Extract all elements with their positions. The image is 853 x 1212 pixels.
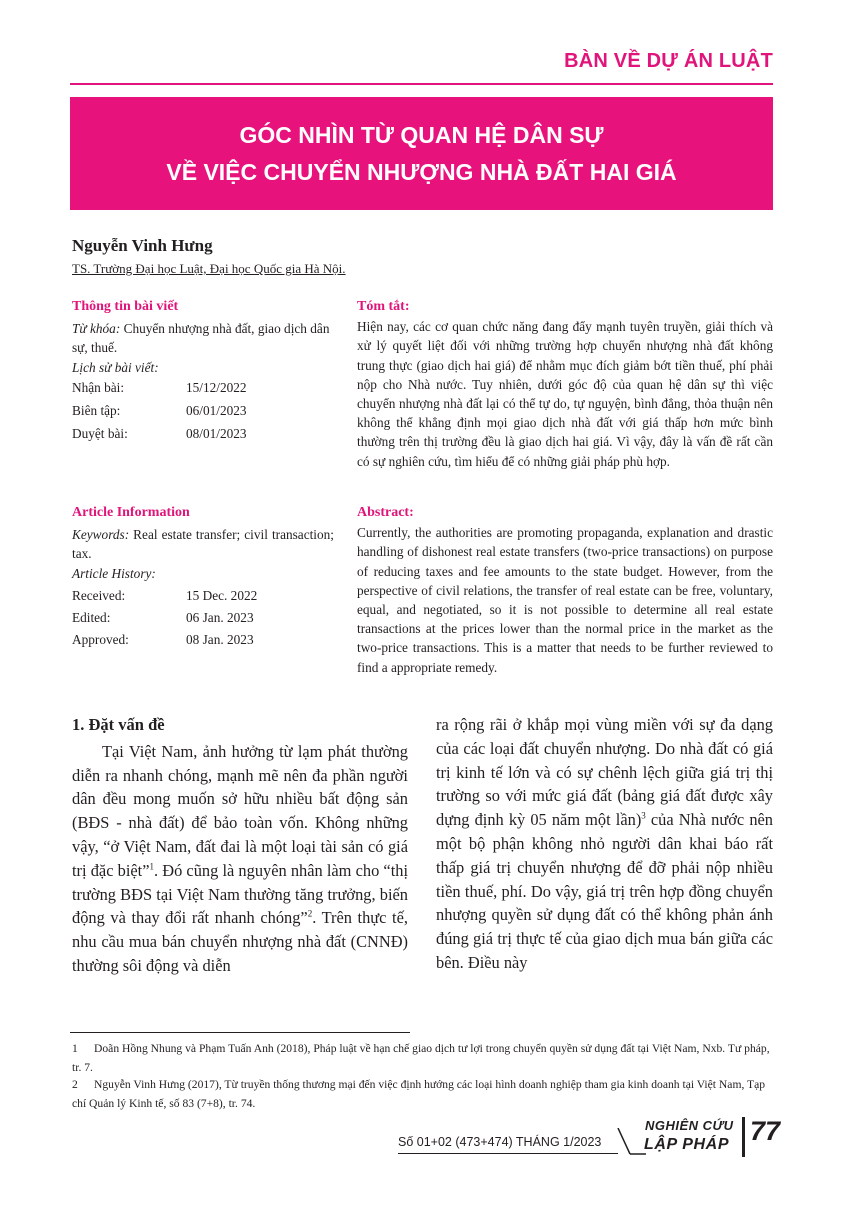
footer-rule xyxy=(398,1153,618,1154)
approved-en-row xyxy=(72,630,334,649)
body-text-2: . Đó cũng là nguyên nhân làm cho “thị trường BĐS tại Việt Nam thường tăng trưởng, biến động và thay đổi rất nhanh chóng” xyxy=(72,860,408,928)
page-number: 77 xyxy=(750,1116,781,1146)
edited-vi-label: Biên tập: xyxy=(72,403,121,419)
title-line-1: GÓC NHÌN TỪ QUAN HỆ DÂN SỰ xyxy=(239,121,604,148)
article-info-vi xyxy=(72,297,342,443)
footnote-ref-3: 3 xyxy=(641,810,646,821)
received-vi-label: Nhận bài: xyxy=(72,379,125,395)
body-text-4: ra rộng rãi ở khắp mọi vùng miền với sự đa dạng của các loại đất chuyển nhượng. Do nhà đất có giá trị kinh tế lớn và có sự chênh lệch giữa giá trị thị trường so với mức giá đất (bảng giá đất được xây dựng định kỳ 05 năm một lần) xyxy=(436,715,773,830)
abstract-vi-text: Hiện nay, các cơ quan chức năng đang đẩy mạnh tuyên truyền, giải thích và xử lý quyết liệt đối với những trường hợp chuyển nhượng nhà đất không trung thực (giao dịch hai giá) để nhằm mục đích giảm bớt tiền thuế, phí phải nộp cho Nhà nước. Tuy nhiên, dưới góc độ của quan hệ dân sự thì việc chuyển nhượng nhà đất lại có thể tự do, tự nguyện, bình đẳng, thỏa thuận nên không thể khẳng định mọi giao dịch nhà đất với giá thấp hơn mức bình thường trên thị trường đều là giao dịch hai giá. Vì vậy, đây là vấn đề rất cần có sự nghiên cứu, tìm hiểu để có những giải pháp phù hợp. xyxy=(357,319,773,469)
received-vi-row xyxy=(72,378,342,397)
section-label: BÀN VỀ DỰ ÁN LUẬT xyxy=(564,50,773,72)
approved-vi-row xyxy=(72,424,342,443)
abstract-en xyxy=(357,503,773,677)
footnote-2 xyxy=(72,1075,775,1113)
edited-en-value: 06 Jan. 2023 xyxy=(186,610,254,626)
issue-label: Số 01+02 (473+474) THÁNG 1/2023 xyxy=(398,1135,602,1149)
keywords-vi-text: Chuyển nhượng nhà đất, giao dịch dân sự, thuế. xyxy=(72,321,330,356)
body-text-1: Tại Việt Nam, ảnh hưởng từ lạm phát thường diễn ra nhanh chóng, mạnh mẽ nên đa phần người dân đều mong muốn sở hữu nhiều bất động sản (BĐS - nhà đất) để bảo toàn vốn. Không những vậy, “ở Việt Nam, đất đai là một loại tài sản có giá trị đặc biệt” xyxy=(72,741,408,880)
body-left-column xyxy=(72,713,408,978)
approved-vi-label: Duyệt bài: xyxy=(72,426,128,442)
received-vi-value: 15/12/2022 xyxy=(186,379,247,395)
history-en-label: Article History: xyxy=(72,565,156,581)
body-text-3: . Trên thực tế, nhu cầu mua bán chuyển nhượng nhà đất (CNNĐ) thường sôi động và diễn xyxy=(72,908,408,975)
abstract-en-text: Currently, the authorities are promoting propaganda, explanation and drastic handling of dishonest real estate transfers (two-price transactions) on purpose of reducing taxes and fee amounts to the state budget. However, from the perspective of civil relations, the transfer of real estate can be free, voluntary, equal, and negotiated, so it is not possible to determine all real estate transactions at the prices lower than the normal price in the market as the two-price transactions. This is a matter that needs to be further reviewed to find a appropriate remedy. xyxy=(357,525,773,675)
approved-en-value: 08 Jan. 2023 xyxy=(186,632,254,648)
edited-vi-row xyxy=(72,401,342,420)
section-heading: 1. Đặt vấn đề xyxy=(72,715,165,734)
footnote-1-text: Doãn Hồng Nhung và Phạm Tuấn Anh (2018), Pháp luật về hạn chế giao dịch tư lợi trong chuyển quyền sử dụng đất tại Việt Nam, Nxb. Tư pháp, tr. 7. xyxy=(72,1042,770,1074)
abstract-vi-heading: Tóm tắt: xyxy=(357,299,410,314)
keywords-en-label: Keywords: xyxy=(72,527,130,543)
approved-vi-value: 08/01/2023 xyxy=(186,426,247,442)
edited-en-row xyxy=(72,608,334,627)
keywords-en xyxy=(72,525,334,563)
article-info-en-heading: Article Information xyxy=(72,505,190,520)
footnote-2-text: Nguyễn Vinh Hưng (2017), Từ truyền thống thương mại đến việc định hướng các loại hình doanh nghiệp tham gia kinh doanh tại Việt Nam, Tạp chí Quản lý Kinh tế, số 83 (7+8), tr. 74. xyxy=(72,1078,766,1110)
journal-logo-top: NGHIÊN CỨU xyxy=(645,1118,734,1133)
article-info-vi-heading: Thông tin bài viết xyxy=(72,299,179,314)
keywords-vi xyxy=(72,319,342,357)
footnote-1-num: 1 xyxy=(72,1042,78,1055)
page-number-bar xyxy=(742,1117,745,1157)
section-rule xyxy=(70,83,773,85)
article-info-en xyxy=(72,503,334,649)
edited-en-label: Edited: xyxy=(72,610,111,626)
approved-en-label: Approved: xyxy=(72,632,129,648)
journal-logo-bottom: LẬP PHÁP xyxy=(644,1136,730,1153)
keywords-en-text: Real estate transfer; civil transaction; tax. xyxy=(72,527,334,562)
abstract-vi xyxy=(357,297,773,471)
author-affiliation: TS. Trường Đại học Luật, Đại học Quốc gia Hà Nội. xyxy=(72,261,346,276)
footnote-ref-1: 1 xyxy=(149,861,154,872)
received-en-value: 15 Dec. 2022 xyxy=(186,587,258,603)
body-paragraph-1 xyxy=(72,740,408,978)
footnote-rule xyxy=(70,1032,410,1033)
title-line-2: VỀ VIỆC CHUYỂN NHƯỢNG NHÀ ĐẤT HAI GIÁ xyxy=(166,158,677,185)
keywords-vi-label: Từ khóa: xyxy=(72,321,121,337)
body-text-5: của Nhà nước nên một bộ phận không nhỏ người dân khai báo rất thấp giá trị chuyển nhượng để đỡ phải nộp nhiều tiền thuế, phí. Do vậy, giá trị trên hợp đồng chuyển nhượng quyền sử dụng đất có thể không phản ánh đúng giá trị thực tế của giao dịch mua bán giữa các bên. Điều này xyxy=(436,810,773,972)
body-paragraph-2 xyxy=(436,713,773,975)
footnote-2-num: 2 xyxy=(72,1078,78,1091)
received-en-label: Received: xyxy=(72,587,126,603)
logo-slash-icon xyxy=(616,1128,646,1156)
received-en-row xyxy=(72,586,334,605)
footnote-ref-2: 2 xyxy=(307,908,313,919)
edited-vi-value: 06/01/2023 xyxy=(186,403,247,419)
title-banner xyxy=(70,97,773,210)
body-right-column xyxy=(436,713,773,975)
footnote-1 xyxy=(72,1039,775,1077)
history-vi-label: Lịch sử bài viết: xyxy=(72,359,159,375)
abstract-en-heading: Abstract: xyxy=(357,505,414,520)
author-name: Nguyễn Vinh Hưng xyxy=(72,236,213,255)
